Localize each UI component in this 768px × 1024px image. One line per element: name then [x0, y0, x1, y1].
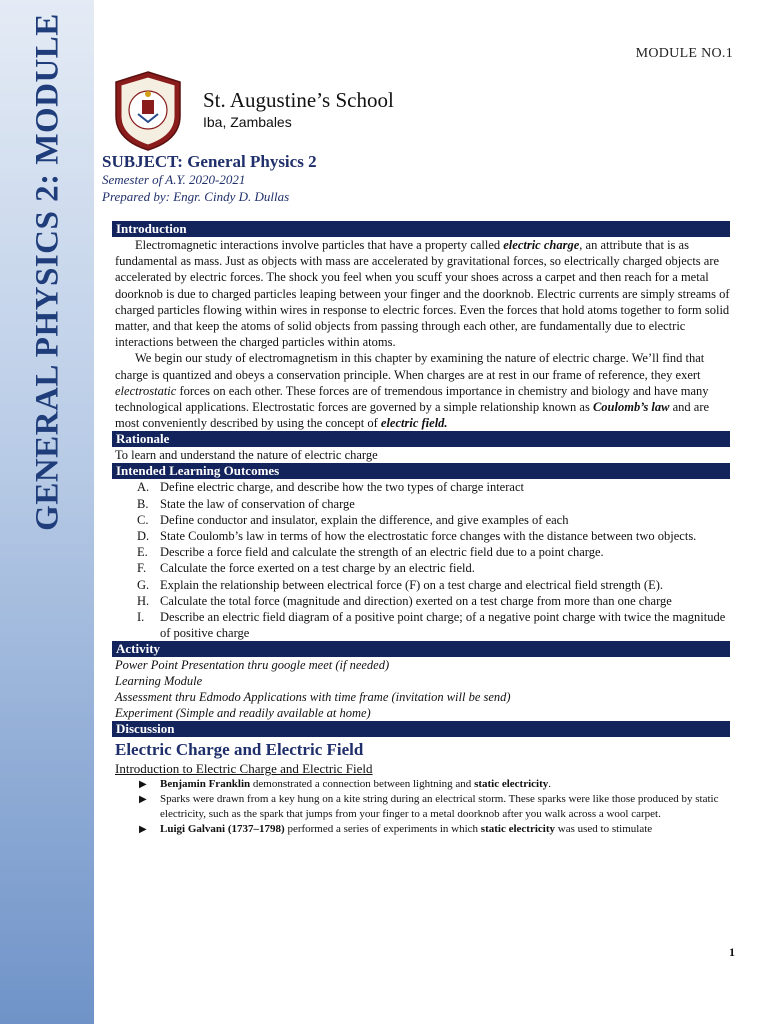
arrow-bullet-icon: ▶ — [139, 824, 147, 836]
introduction-header: Introduction — [112, 221, 730, 237]
outcome-item: G. Explain the relationship between electrical force (F) on a test charge and electrical field strength (E). — [137, 577, 664, 592]
prepared-by-line: Prepared by: Engr. Cindy D. Dullas — [102, 189, 290, 204]
activity-item: Assessment thru Edmodo Applications with time frame (invitation will be send) — [115, 690, 511, 705]
outcome-item: B. State the law of conservation of charge — [137, 496, 355, 511]
discussion-header: Discussion — [112, 721, 730, 737]
sidebar-band — [0, 0, 94, 1024]
rationale-header: Rationale — [112, 431, 730, 447]
module-number: MODULE NO.1 — [635, 46, 733, 61]
arrow-bullet-icon: ▶ — [139, 779, 147, 791]
discussion-bullets — [112, 777, 730, 837]
outcomes-header: Intended Learning Outcomes — [112, 463, 730, 479]
activity-item: Experiment (Simple and readily available at home) — [115, 706, 371, 721]
activity-header: Activity — [112, 641, 730, 657]
school-name: St. Augustine’s School — [203, 88, 394, 112]
arrow-bullet-icon: ▶ — [139, 794, 147, 806]
activity-item: Power Point Presentation thru google meet (if needed) — [115, 658, 390, 673]
introduction-paragraph-1: Electromagnetic interactions involve particles that have a property called electric charge, an attribute that is as fundamental as mass. Just as objects with mass are accelerated by gravitational forces, so electrically charged objects are accelerated by electric forces. The shock you feel when you scuff your shoes across a carpet and then reach for a metal doorknob is due to charged particles leaping between your finger and the doorknob. Electric currents are simply streams of charged particles flowing within wires in response to electric forces. Even the forces that hold atoms together to form solid matter, and that keep the atoms of solid objects from passing through each other, are fundamentally due to electric interactions between the charged particles within atoms. — [115, 238, 730, 350]
outcome-item: C. Define conductor and insulator, explain the difference, and give examples of each — [137, 512, 569, 527]
bullet-item: ▶ Sparks were drawn from a key hung on a kite string during an electrical storm. These sparks were like those produced by static electricity, such as the spark that jumps from your finger to a metal doorknob after you walk across a wool carpet. — [139, 793, 719, 821]
outcome-item: D. State Coulomb’s law in terms of how the electrostatic force changes with the distance between two objects. — [137, 529, 697, 544]
outcomes-list — [112, 479, 730, 641]
outcome-item: E. Describe a force field and calculate the strength of an electric field due to a point charge. — [137, 545, 604, 560]
rationale-text: To learn and understand the nature of electric charge — [115, 448, 378, 463]
outcome-item: F. Calculate the force exerted on a test charge by an electric field. — [137, 561, 475, 576]
outcome-item: I. Describe an electric field diagram of a positive point charge; of a negative point charge with twice the magnitude of positive charge — [137, 610, 726, 641]
subject-value: General Physics 2 — [187, 152, 317, 171]
subject-label: SUBJECT: — [102, 152, 183, 171]
module-content — [112, 221, 730, 837]
discussion-heading: Electric Charge and Electric Field — [115, 740, 364, 760]
sidebar-title: GENERAL PHYSICS 2: MODULE — [29, 13, 66, 531]
subject-line — [102, 152, 317, 172]
school-seal-logo — [110, 70, 186, 152]
semester-line: Semester of A.Y. 2020-2021 — [102, 172, 246, 187]
bullet-item: ▶ Luigi Galvani (1737–1798) performed a series of experiments in which static electricity was used to stimulate — [139, 823, 653, 836]
school-location: Iba, Zambales — [203, 114, 292, 130]
outcome-item: H. Calculate the total force (magnitude and direction) exerted on a test charge from more than one charge — [137, 593, 672, 608]
bullet-item: ▶ Benjamin Franklin demonstrated a connection between lightning and static electricity. — [139, 778, 552, 791]
activity-item: Learning Module — [115, 674, 203, 689]
discussion-subheading: Introduction to Electric Charge and Electric Field — [115, 761, 373, 777]
page-number: 1 — [729, 945, 735, 959]
introduction-paragraph-2: We begin our study of electromagnetism in this chapter by examining the nature of electric charge. We’ll find that charge is quantized and obeys a conservation principle. When charges are at rest in our frame of reference, they exert electrostatic forces on each other. These forces are of tremendous importance in chemistry and biology and have many technological applications. Electrostatic forces are governed by a simple relationship known as Coulomb’s law and are most conveniently described by using the concept of electric field. — [115, 351, 710, 431]
outcome-item: A. Define electric charge, and describe how the two types of charge interact — [137, 480, 524, 495]
